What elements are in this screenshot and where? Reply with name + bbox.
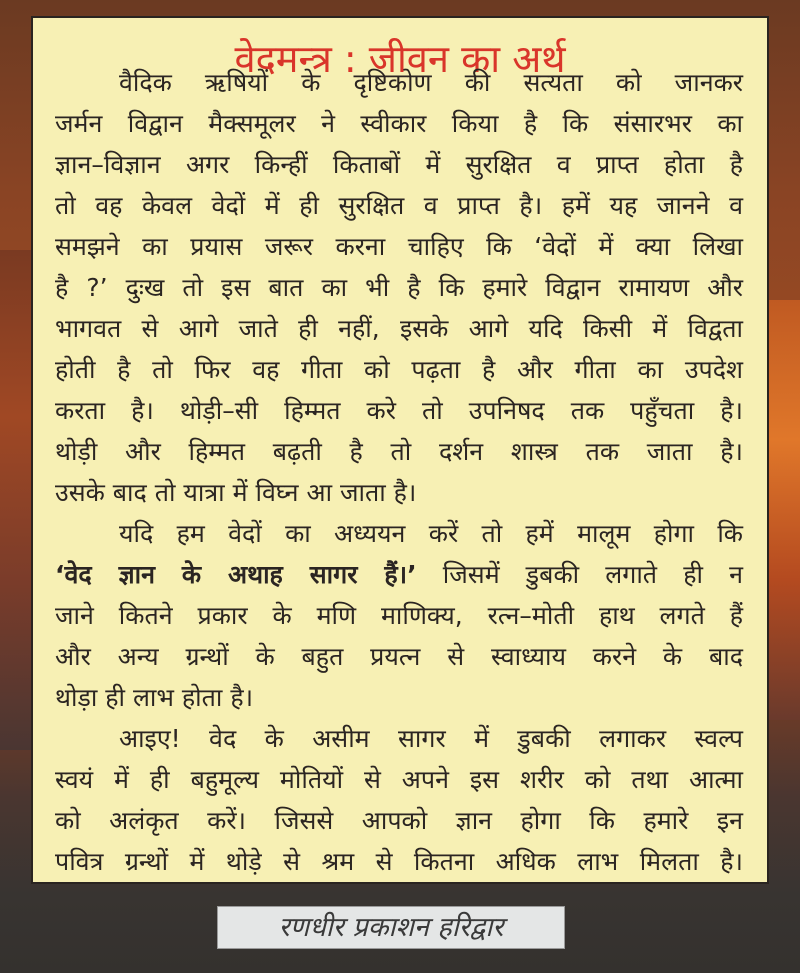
text-panel (31, 16, 769, 884)
text-line: पवित्र ग्रन्थों में थोड़े से श्रम से कितना अधिक लाभ मिलता है। (55, 847, 743, 876)
text-line: भागवत से आगे जाते ही नहीं, इसके आगे यदि किसी में विद्वता (55, 314, 743, 343)
text-line-with-quote (55, 554, 743, 595)
text-line: और अन्य ग्रन्थों के बहुत प्रयत्न से स्वाध्याय करने के बाद (55, 642, 743, 671)
text-line: जाने कितने प्रकार के मणि माणिक्य, रत्न–मोती हाथ लगते हैं (55, 601, 743, 630)
text-line: वैदिक ऋषियों के दृष्टिकोण की सत्यता को जानकर (119, 68, 743, 97)
text-line: समझने का प्रयास जरूर करना चाहिए कि ‘वेदों में क्या लिखा (55, 232, 743, 261)
text-line: यदि हम वेदों का अध्ययन करें तो हमें मालूम होगा कि (119, 519, 743, 548)
text-line: ज्ञान–विज्ञान अगर किन्हीं किताबों में सुरक्षित व प्राप्त होता है (55, 150, 743, 179)
publisher-label: रणधीर प्रकाशन हरिद्वार (217, 906, 565, 949)
background-edge-left (0, 250, 34, 750)
text-line: आइए! वेद के असीम सागर में डुबकी लगाकर स्वल्प (119, 724, 743, 753)
text-line: है ?’ दुःख तो इस बात का भी है कि हमारे विद्वान रामायण और (55, 273, 743, 302)
text-line: उसके बाद तो यात्रा में विघ्न आ जाता है। (55, 478, 417, 507)
text-fragment: जिसमें डुबकी लगाते ही न (442, 560, 743, 589)
text-line: करता है। थोड़ी–सी हिम्मत करे तो उपनिषद तक पहुँचता है। (55, 396, 743, 425)
text-line: जर्मन विद्वान मैक्समूलर ने स्वीकार किया है कि संसारभर का (55, 109, 743, 138)
text-line: होती है तो फिर वह गीता को पढ़ता है और गीता का उपदेश (55, 355, 743, 384)
text-line: थोड़ी और हिम्मत बढ़ती है तो दर्शन शास्त्र तक जाता है। (55, 437, 743, 466)
page-title: वेदमन्त्र : जीवन का अर्थ (234, 37, 566, 81)
bold-quote: ‘वेद ज्ञान के अथाह सागर हैं।’ (55, 560, 417, 589)
text-line: स्वयं में ही बहुमूल्य मोतियों से अपने इस शरीर को तथा आत्मा (55, 765, 743, 794)
text-line: को अलंकृत करें। जिससे आपको ज्ञान होगा कि हमारे इन (55, 806, 743, 835)
text-line: थोड़ा ही लाभ होता है। (55, 683, 254, 712)
article-body (55, 62, 743, 882)
text-line: तो वह केवल वेदों में ही सुरक्षित व प्राप्त है। हमें यह जानने व (55, 191, 743, 220)
